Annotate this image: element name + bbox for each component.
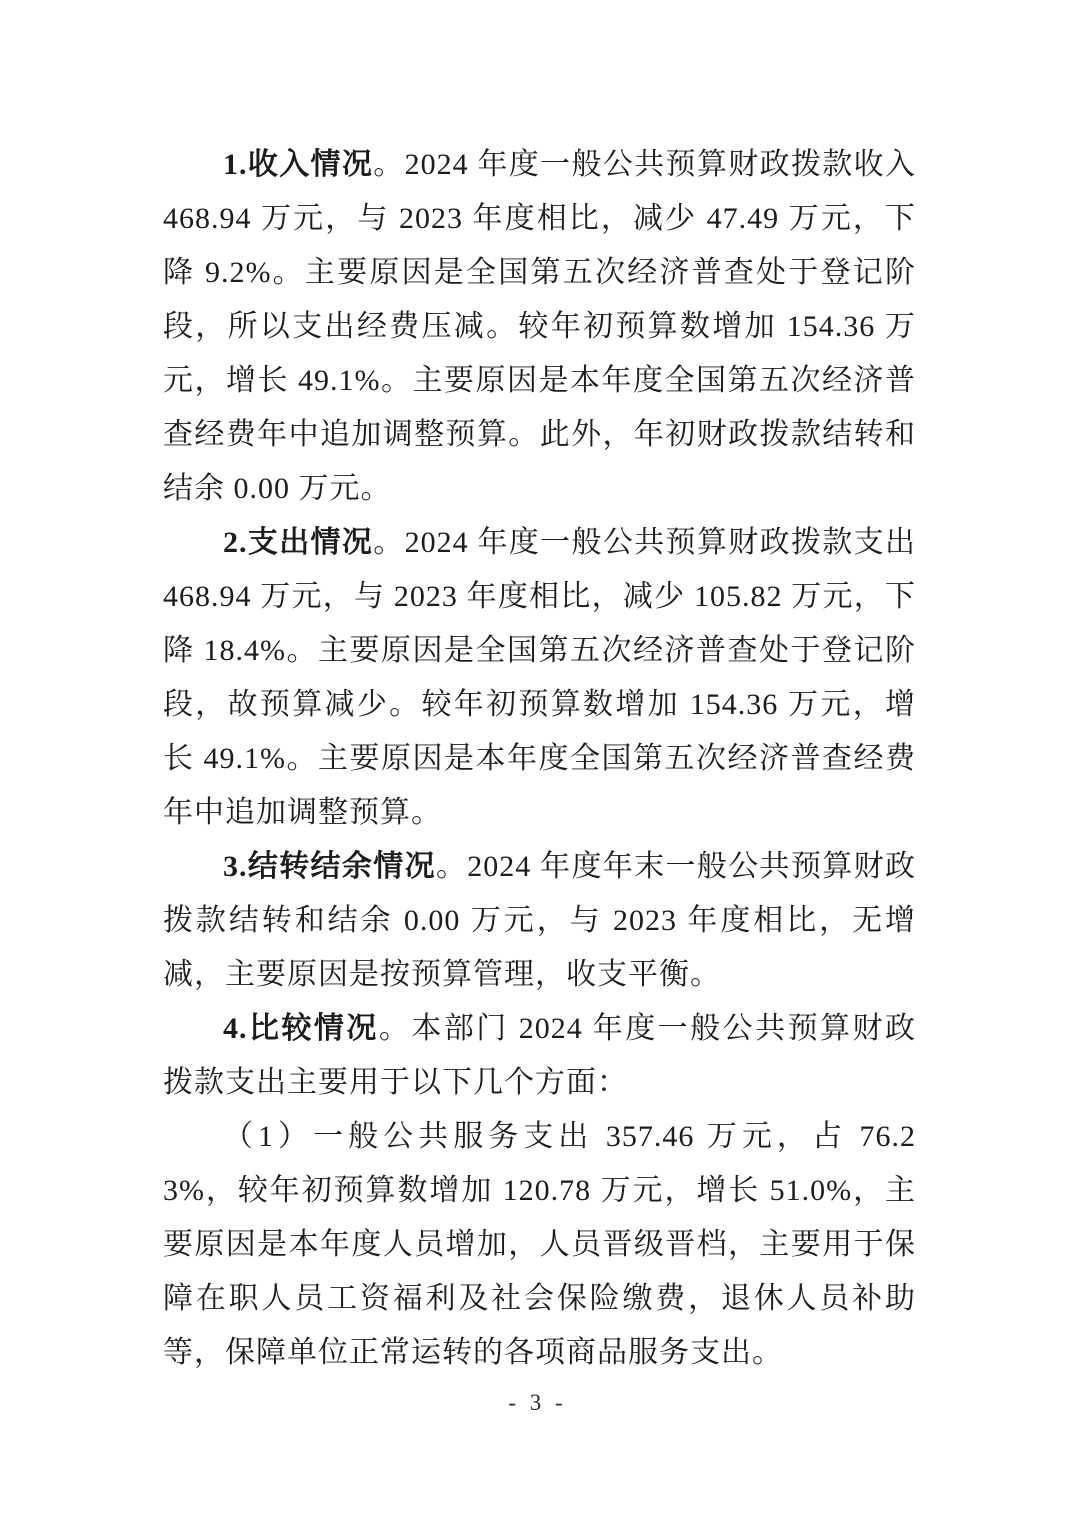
paragraph-comparison-heading: 4.比较情况 (223, 1012, 379, 1045)
paragraph-income-heading: 1.收入情况 (223, 148, 374, 181)
paragraph-carryover-text: 。2024 年度年末一般公共预算财政拨款结转和结余 0.00 万元，与 2023 年度相比，无增减，主要原因是按预算管理，收支平衡。 (163, 850, 917, 991)
paragraph-expenditure-text: 。2024 年度一般公共预算财政拨款支出 468.94 万元，与 2023 年度相比，减少 105.82 万元，下降 18.4%。主要原因是全国第五次经济普查处于登记阶段，故预算减少。较年初预算数增加 154.36 万元，增长 49.1%。主要原因是本年度全国第五次经济普查经费年中追加调整预算。 (163, 526, 916, 829)
paragraph-expenditure-heading: 2.支出情况 (223, 526, 374, 559)
paragraph-carryover-heading: 3.结转结余情况 (223, 850, 436, 883)
page-footer (0, 1390, 1075, 1416)
paragraph-income (163, 138, 916, 516)
paragraph-general-public-service (163, 1110, 916, 1380)
paragraph-general-public-service-text: （1）一般公共服务支出 357.46 万元，占 76.23%，较年初预算数增加 120.78 万元，增长 51.0%，主要原因是本年度人员增加，人员晋级晋档，主要用于保障在职人员工资福利及社会保险缴费，退休人员补助等，保障单位正常运转的各项商品服务支出。 (163, 1120, 916, 1369)
paragraph-carryover (163, 840, 916, 1002)
page-number: - 3 - (508, 1390, 567, 1415)
paragraph-expenditure (163, 516, 916, 840)
paragraph-comparison (163, 1002, 916, 1110)
document-body (163, 138, 916, 1380)
paragraph-income-text: 。2024 年度一般公共预算财政拨款收入 468.94 万元，与 2023 年度相比，减少 47.49 万元，下降 9.2%。主要原因是全国第五次经济普查处于登记阶段，所以支出经费压减。较年初预算数增加 154.36 万元，增长 49.1%。主要原因是本年度全国第五次经济普查经费年中追加调整预算。此外，年初财政拨款结转和结余 0.00 万元。 (163, 148, 916, 505)
paragraph-comparison-text: 。本部门 2024 年度一般公共预算财政拨款支出主要用于以下几个方面： (163, 1012, 916, 1099)
